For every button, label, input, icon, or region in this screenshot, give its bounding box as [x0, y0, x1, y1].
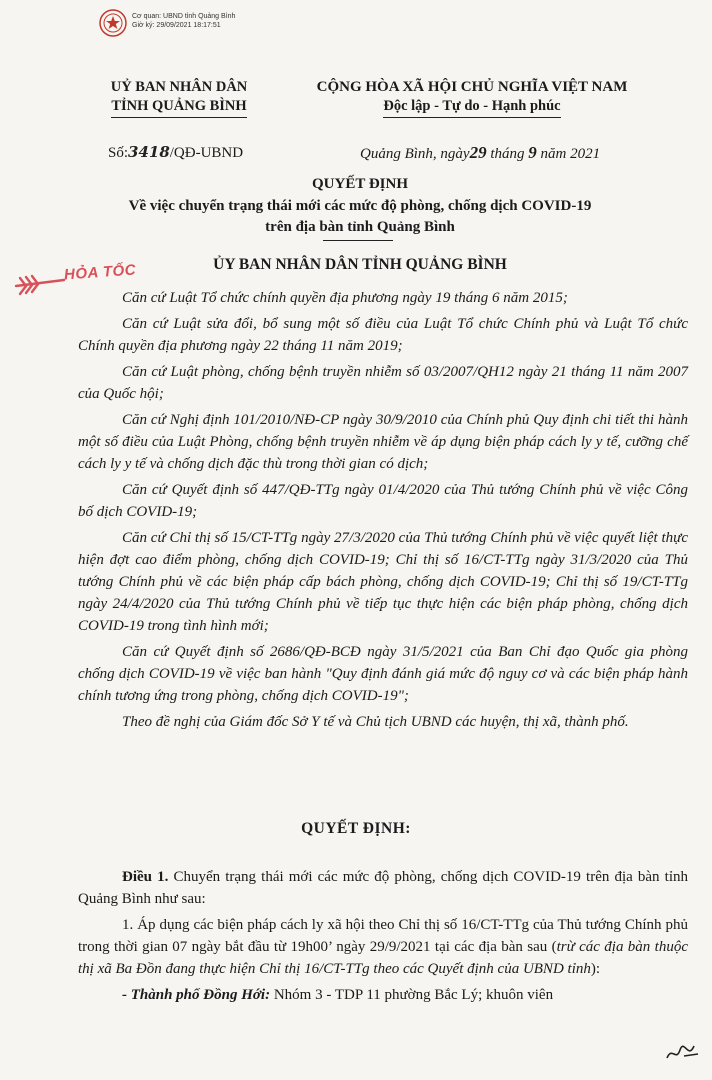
subject-line1: Về việc chuyển trạng thái mới các mức độ phòng, chống dịch COVID-19: [128, 198, 592, 214]
digital-signature-stamp: [98, 8, 278, 40]
proposal-basis: Theo đề nghị của Giám đốc Sở Y tế và Chủ tịch UBND các huyện, thị xã, thành phố.: [122, 714, 629, 730]
issuing-authority: ỦY BAN NHÂN DÂN TỈNH QUẢNG BÌNH: [213, 256, 507, 273]
legal-basis-7: Căn cứ Quyết định số 2686/QĐ-BCĐ ngày 31/5/2021 của Ban Chỉ đạo Quốc gia phòng chống dịch COVID-19 về việc ban hành "Quy định đánh giá mức độ nguy cơ và các biện pháp hành chính tương ứng trong phòng, chống dịch COVID-19";: [78, 644, 688, 704]
subject-line2: [60, 219, 660, 236]
item-2-text: Nhóm 3 - TDP 11 phường Bắc Lý; khuôn viên: [270, 987, 554, 1003]
item-2-city: - Thành phố Đồng Hới:: [122, 987, 271, 1003]
state-emblem-icon: [98, 8, 128, 38]
national-name: CỘNG HÒA XÃ HỘI CHỦ NGHĨA VIỆT NAM: [316, 79, 628, 95]
legal-basis-2: Căn cứ Luật sửa đổi, bổ sung một số điều của Luật Tổ chức Chính phủ và Luật Tổ chức Chính quyền địa phương ngày 22 tháng 11 năm 2019;: [78, 316, 688, 354]
article-1: [78, 866, 688, 1010]
document-date: [360, 143, 600, 163]
date-month-label: tháng: [486, 146, 529, 162]
subject-underline: [323, 240, 393, 241]
national-motto: Độc lập - Tự do - Hạnh phúc: [383, 97, 560, 118]
legal-bases: [78, 287, 688, 737]
agency-line1: UỶ BAN NHÂN DÂN: [110, 79, 248, 95]
issuing-agency: [104, 78, 254, 118]
article-1-text: Chuyển trạng thái mới các mức độ phòng, chống dịch COVID-19 trên địa bàn tỉnh Quảng Bình như sau:: [78, 869, 688, 907]
article-1-item-1: [78, 914, 688, 980]
legal-basis-4: Căn cứ Nghị định 101/2010/NĐ-CP ngày 30/9/2010 của Chính phủ Quy định chi tiết thi hành một số điều của Luật Phòng, chống bệnh truyền nhiễm về áp dụng biện pháp cách ly y tế, cưỡng chế cách ly y tế và chống dịch đặc thù trong thời gian có dịch;: [78, 412, 688, 472]
article-1-label: Điều 1.: [122, 869, 169, 885]
initials-signature: [664, 1040, 700, 1066]
item-1-lead: 1. Áp dụng các biện pháp cách ly xã hội theo Chỉ thị số 16/CT-TTg của Thủ tướng Chính phủ trong thời gian 07 ngày bắt đầu từ 19h00’ ngày 29/9/2021 tại các địa bàn sau (: [78, 917, 688, 955]
document-number-value: 3418: [128, 143, 170, 161]
urgent-stamp-text: HỎA TỐC: [63, 261, 137, 284]
article-1-item-2: [78, 984, 688, 1006]
legal-basis-5: Căn cứ Quyết định số 447/QĐ-TTg ngày 01/4/2020 của Thủ tướng Chính phủ về việc Công bố dịch COVID-19;: [78, 482, 688, 520]
date-prefix: Quảng Bình, ngày: [360, 146, 470, 162]
legal-basis-6: Căn cứ Chỉ thị số 15/CT-TTg ngày 27/3/2020 của Thủ tướng Chính phủ về việc quyết liệt thực hiện đợt cao điểm phòng, chống dịch COVID-19; Chỉ thị số 16/CT-TTg ngày 31/3/2020 của Thủ tướng Chính phủ về các biện pháp cấp bách phòng, chống dịch COVID-19; Chỉ thị số 19/CT-TTg ngày 24/4/2020 của Thủ tướng Chính phủ về tiếp tục thực hiện các biện pháp phòng, chống dịch COVID-19 trong tình hình mới;: [78, 530, 688, 634]
document-number-prefix: Số:: [108, 145, 129, 161]
agency-line2: TỈNH QUẢNG BÌNH: [111, 97, 246, 118]
date-year: năm 2021: [536, 146, 601, 162]
national-title: [272, 78, 672, 118]
document-type: QUYẾT ĐỊNH: [312, 176, 408, 192]
item-1-exception: trừ các địa bàn thuộc thị xã Ba Đồn đang thực hiện Chỉ thị 16/CT-TTg theo các Quyết định của UBND tỉnh: [78, 939, 688, 977]
legal-basis-3: Căn cứ Luật phòng, chống bệnh truyền nhiễm số 03/2007/QH12 ngày 21 tháng 11 năm 2007 của Quốc hội;: [78, 364, 688, 402]
decision-heading: QUYẾT ĐỊNH:: [301, 820, 411, 837]
date-month: 9: [528, 143, 537, 162]
signature-agency: Cơ quan: UBND tỉnh Quảng Bình: [132, 13, 236, 20]
date-day: 29: [469, 143, 487, 162]
signature-time: Giờ ký: 29/09/2021 18:17:51: [132, 22, 221, 29]
arrow-icon: [12, 268, 68, 308]
legal-basis-1: Căn cứ Luật Tổ chức chính quyền địa phương ngày 19 tháng 6 năm 2015;: [122, 290, 568, 306]
article-1-intro: [78, 866, 688, 910]
document-number-suffix: /QĐ-UBND: [169, 145, 244, 161]
document-number: [108, 143, 243, 162]
subject-line2-text: trên địa bàn tỉnh Quảng Bình: [265, 219, 455, 235]
item-1-tail: ):: [590, 961, 601, 977]
